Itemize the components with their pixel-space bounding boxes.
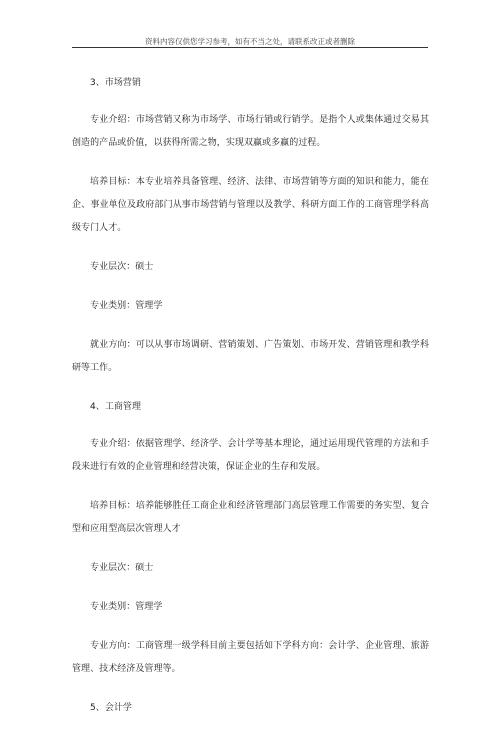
paragraph-business-admin-level: 专业层次：硕士 (90, 563, 154, 573)
paragraph-marketing-level: 专业层次：硕士 (90, 262, 154, 272)
paragraph-marketing-intro: 专业介绍：市场营销又称为市场学、市场行销或行销学。是指个人或集体通过交易其创造的产品或价值，以获得所需之物，实现双赢或多赢的过程。 (72, 115, 429, 148)
paragraph-business-admin-goal: 培养目标：培养能够胜任工商企业和经济管理部门高层管理工作需要的务实型、复合型和应用型高层次管理人才 (72, 501, 429, 534)
paragraph-marketing-goal: 培养目标：本专业培养具备管理、经济、法律、市场营销等方面的知识和能力，能在企、事业单位及政府部门从事市场营销与管理以及教学、科研方面工作的工商管理学科高级专门人才。 (72, 177, 429, 233)
section-heading-accounting: 5、会计学 (90, 703, 132, 713)
page-header: 资料内容仅供您学习参考，如有不当之处，请联系改正或者删除 (145, 37, 355, 46)
section-heading-business-admin: 4、工商管理 (90, 402, 142, 412)
paragraph-marketing-category: 专业类别：管理学 (90, 301, 163, 311)
document-body (72, 72, 429, 734)
section-heading-marketing: 3、市场营销 (90, 78, 142, 88)
paragraph-business-admin-intro: 专业介绍：依据管理学、经济学、会计学等基本理论，通过运用现代管理的方法和手段来进行有效的企业管理和经营决策，保证企业的生存和发展。 (72, 439, 429, 472)
paragraph-marketing-career: 就业方向：可以从事市场调研、营销策划、广告策划、市场开发、营销管理和教学科研等工作。 (72, 340, 429, 373)
paragraph-business-admin-direction: 专业方向：工商管理一级学科目前主要包括如下学科方向：会计学、企业管理、旅游管理、技术经济及管理等。 (72, 641, 429, 674)
header-divider (72, 47, 428, 48)
paragraph-business-admin-category: 专业类别：管理学 (90, 602, 163, 612)
